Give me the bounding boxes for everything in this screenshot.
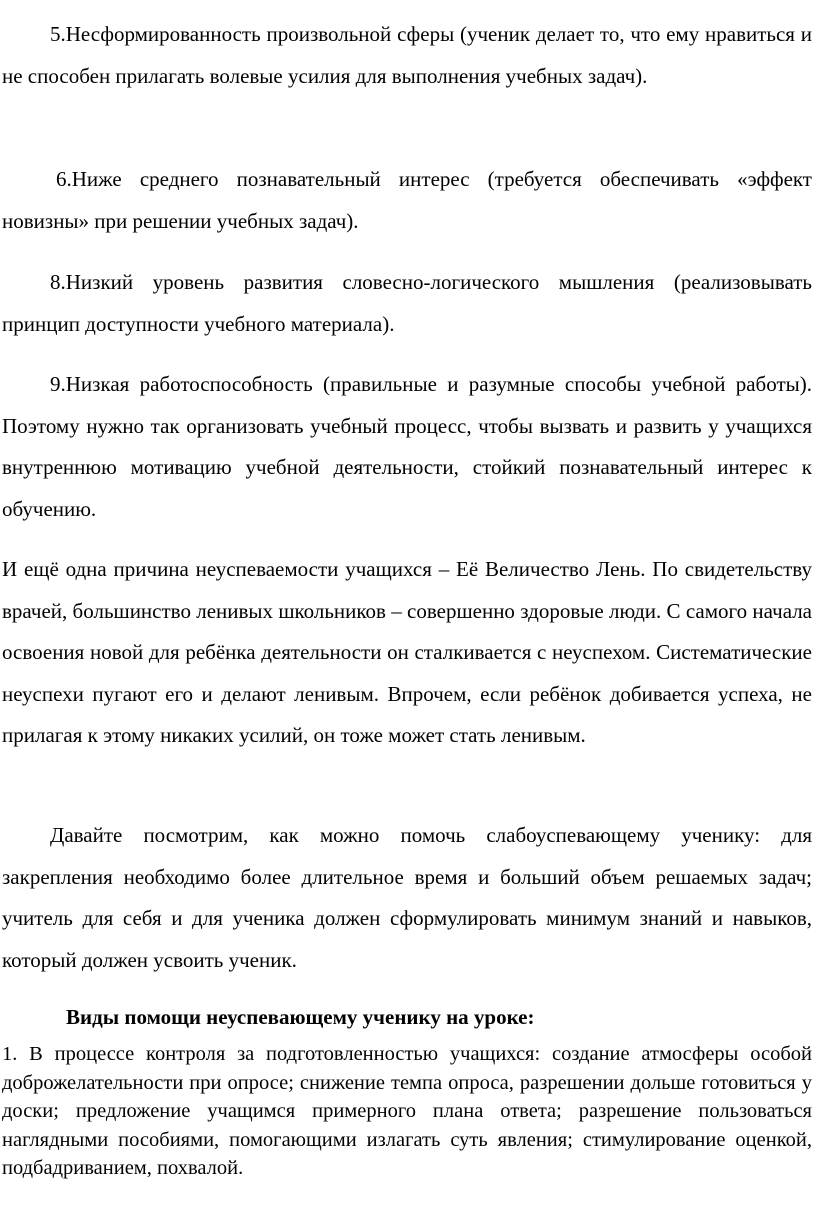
paragraph-help: Давайте посмотрим, как можно помочь слабоуспевающему ученику: для закрепления необходимо более длительное время и больший объем решаемых задач; учитель для себя и для ученика должен сформулировать минимум знаний и навыков, который должен усвоить ученик. — [2, 823, 812, 972]
section-heading: Виды помощи неуспевающему ученику на уроке: — [66, 1005, 535, 1029]
paragraph-item-5: 5.Несформированность произвольной сферы (ученик делает то, что ему нравиться и не способен прилагать волевые усилия для выполнения учебных задач). — [2, 22, 812, 88]
paragraph-item-6: 6.Ниже среднего познавательный интерес (требуется обеспечивать «эффект новизны» при решении учебных задач). — [2, 167, 812, 233]
paragraph-item-9: 9.Низкая работоспособность (правильные и разумные способы учебной работы). Поэтому нужно так организовать учебный процесс, чтобы вызвать и развить у учащихся внутреннюю мотивацию учебной деятельности, стойкий познавательный интерес к обучению. — [2, 372, 812, 521]
list-item-1: 1. В процессе контроля за подготовленностью учащихся: создание атмосферы особой доброжелательности при опросе; снижение темпа опроса, разрешении дольше готовиться у доски; предложение учащимся примерного плана ответа; разрешение пользоваться наглядными пособиями, помогающими излагать суть явления; стимулирование оценкой, подбадриванием, похвалой. — [2, 1043, 812, 1180]
paragraph-item-8: 8.Низкий уровень развития словесно-логического мышления (реализовывать принцип доступности учебного материала). — [2, 270, 812, 336]
paragraph-laziness: И ещё одна причина неуспеваемости учащихся – Её Величество Лень. По свидетельству врачей, большинство ленивых школьников – совершенно здоровые люди. С самого начала освоения новой для ребёнка деятельности он сталкивается с неуспехом. Систематические неуспехи пугают его и делают ленивым. Впрочем, если ребёнок добивается успеха, не прилагая к этому никаких усилий, он тоже может стать ленивым. — [2, 557, 812, 747]
